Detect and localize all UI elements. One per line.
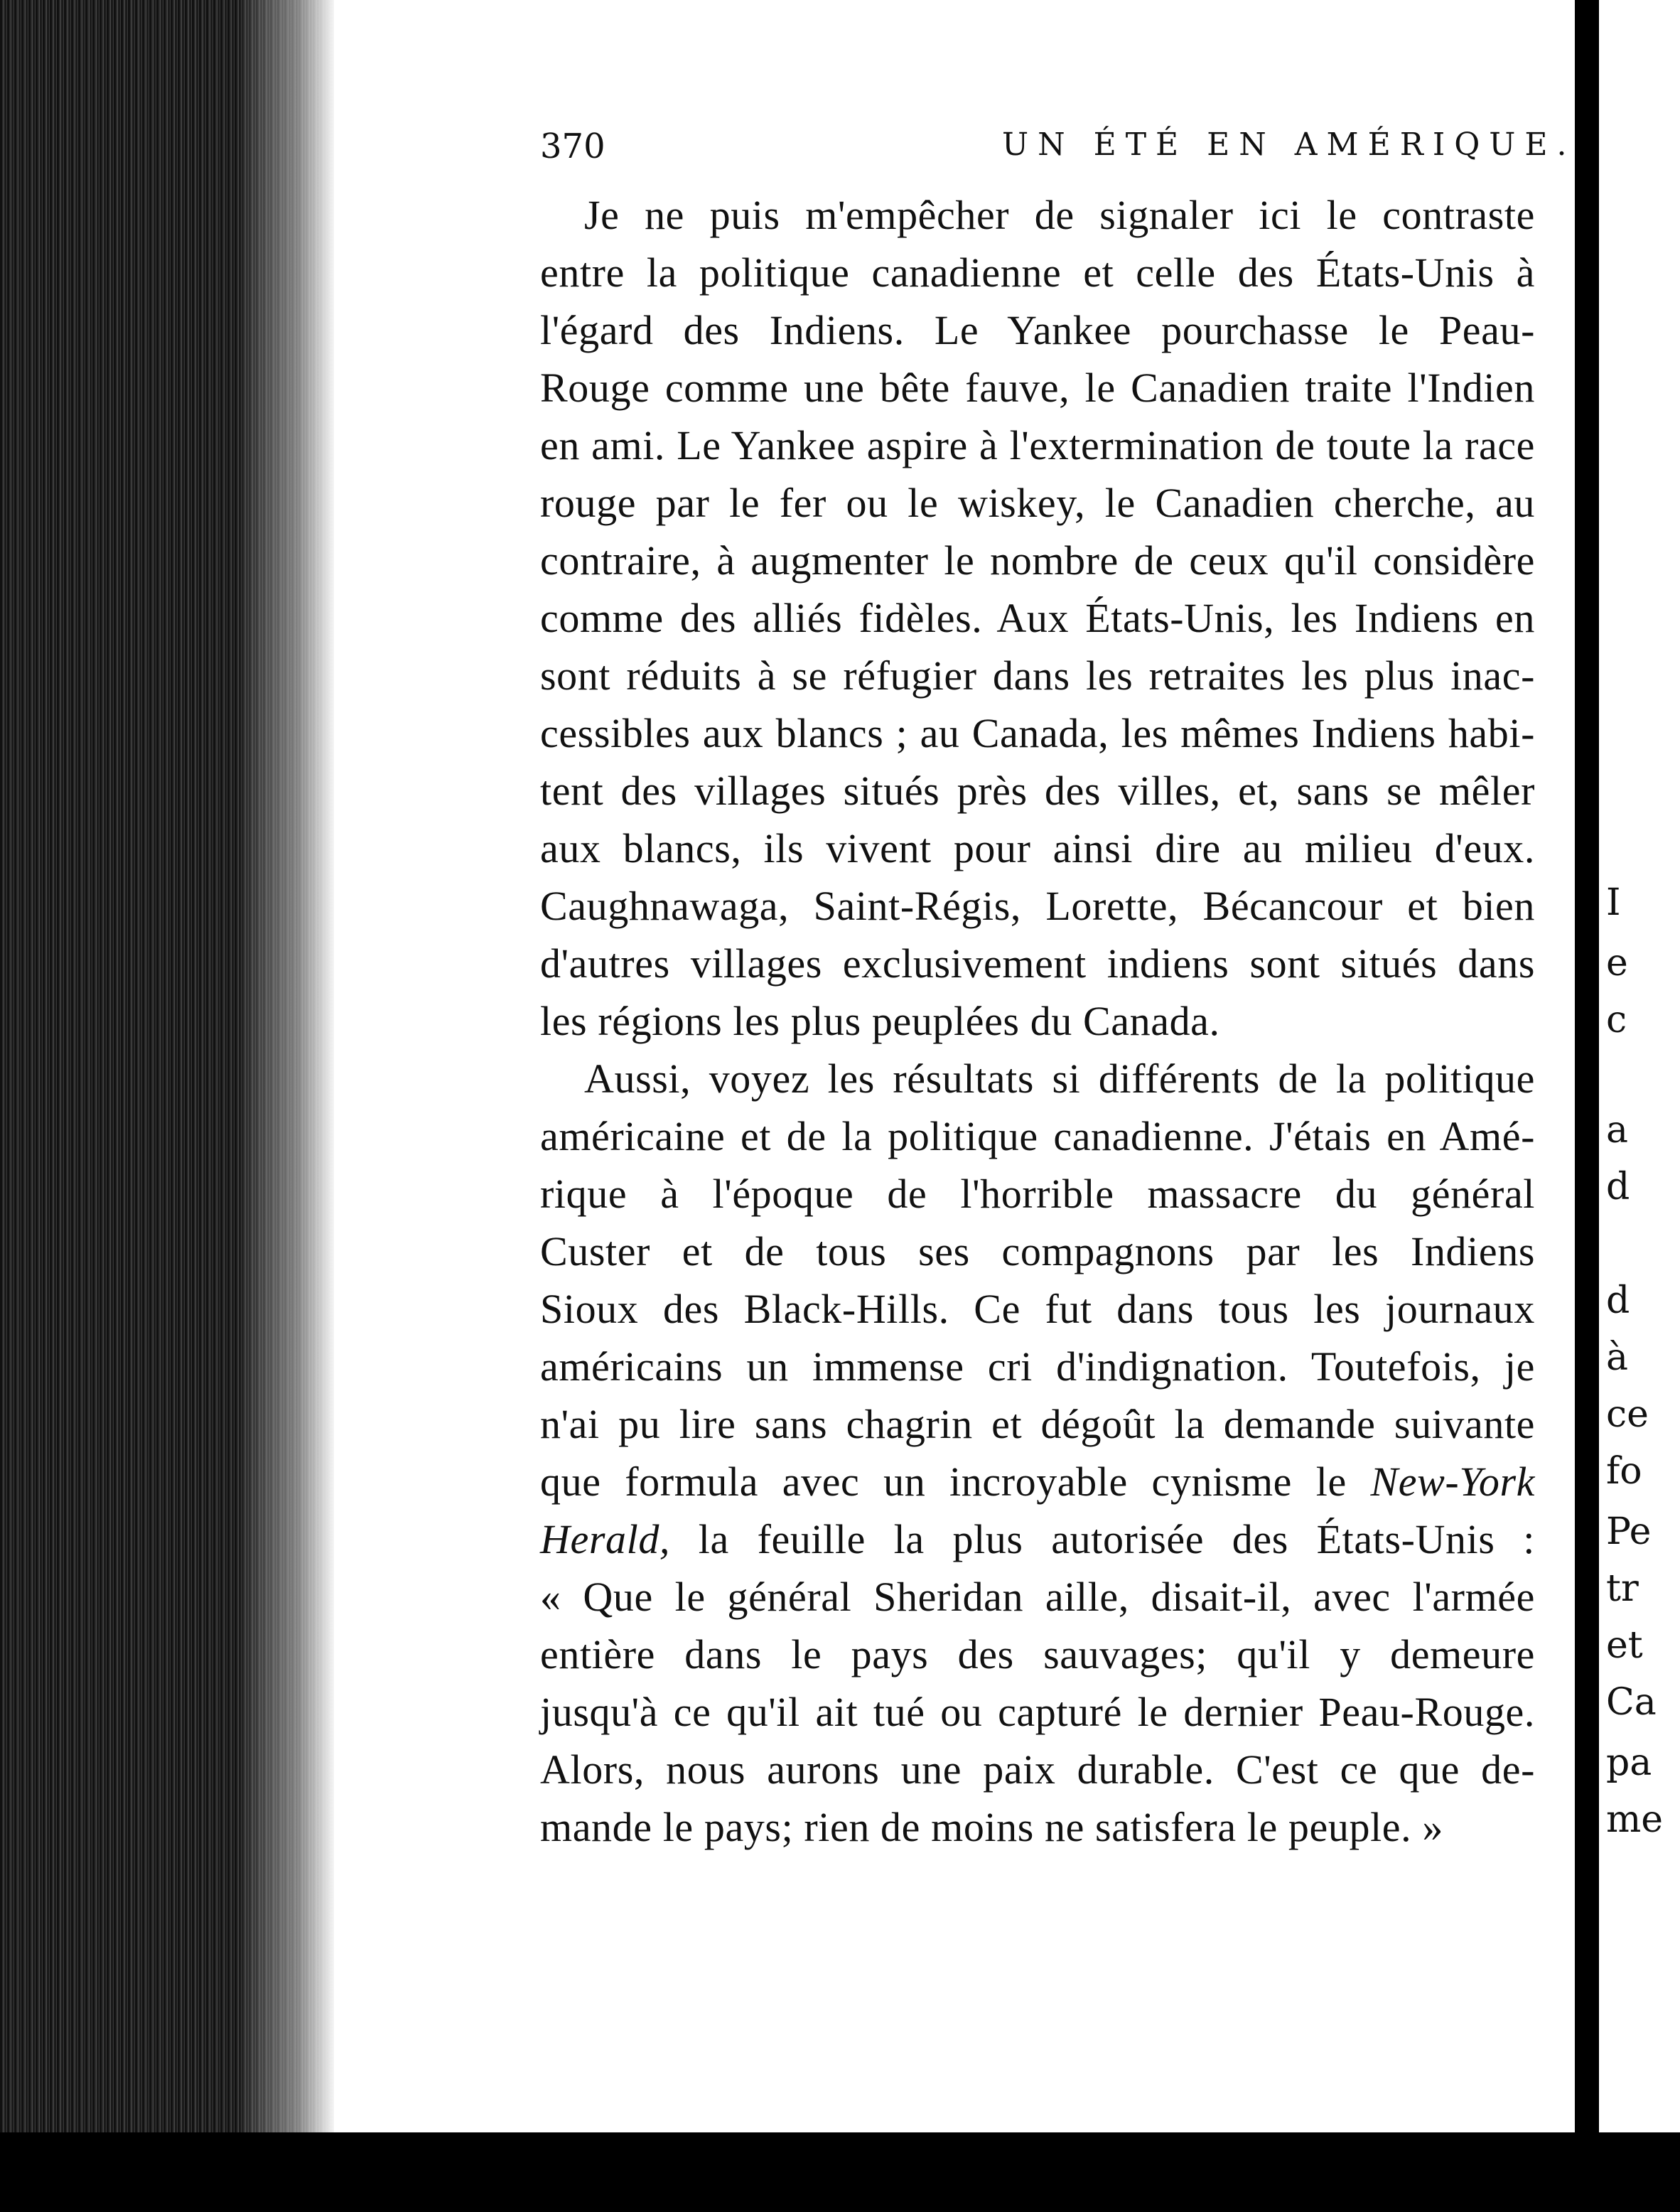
next-page-letter: Pe — [1606, 1510, 1652, 1553]
text-line: Alors, nous aurons une paix durable. C'est ce que de- — [540, 1746, 1535, 1793]
next-page-letter: et — [1606, 1624, 1643, 1667]
text-segment: la feuille la plus autorisée des États-Unis : — [698, 1516, 1535, 1562]
next-page-letter: à — [1606, 1336, 1629, 1379]
text-line: rouge par le fer ou le wiskey, le Canadien cherche, au — [540, 480, 1535, 526]
next-page-letter: Ca — [1606, 1681, 1657, 1724]
next-page-letter: a — [1606, 1109, 1629, 1151]
text-line-with-italic — [540, 1510, 1535, 1568]
text-line: mande le pays; rien de moins ne satisfera le peuple. » — [540, 1804, 1443, 1850]
text-line: aux blancs, ils vivent pour ainsi dire au milieu d'eux. — [540, 825, 1535, 871]
text-line-with-italic — [540, 1453, 1535, 1510]
next-page-letter: c — [1606, 999, 1627, 1041]
text-line: d'autres villages exclusivement indiens sont situés dans — [540, 940, 1535, 987]
text-line: Caughnawaga, Saint-Régis, Lorette, Bécancour et bien — [540, 883, 1535, 929]
paragraph-2 — [540, 1050, 1535, 1856]
text-line: les régions les plus peuplées du Canada. — [540, 998, 1220, 1044]
next-page-letter: tr — [1606, 1567, 1639, 1610]
text-line: l'égard des Indiens. Le Yankee pourchasse le Peau- — [540, 307, 1535, 353]
next-page-letter: pa — [1606, 1741, 1652, 1784]
next-page-letter: d — [1606, 1166, 1630, 1208]
next-page-letter: e — [1606, 942, 1628, 984]
text-line: entre la politique canadienne et celle des États-Unis à — [540, 249, 1535, 296]
scan-bottom-border — [0, 2132, 1680, 2212]
text-line: Custer et de tous ses compagnons par les Indiens — [540, 1228, 1535, 1274]
text-line: Sioux des Black-Hills. Ce fut dans tous les journaux — [540, 1286, 1535, 1332]
next-page-letter: ce — [1606, 1393, 1649, 1436]
next-page-letter: fo — [1606, 1450, 1642, 1493]
text-line: « Que le général Sheridan aille, disait-il, avec l'armée — [540, 1574, 1535, 1620]
text-line: tent des villages situés près des villes, et, sans se mêler — [540, 768, 1535, 814]
running-head — [540, 127, 1610, 176]
next-page-letter: me — [1606, 1798, 1664, 1841]
text-line: comme des alliés fidèles. Aux États-Unis, les Indiens en — [540, 595, 1535, 641]
text-line: américains un immense cri d'indignation. Toutefois, je — [540, 1343, 1535, 1390]
text-line: contraire, à augmenter le nombre de ceux qu'il considère — [540, 537, 1535, 584]
book-binding-edge — [0, 0, 334, 2212]
page-number: 370 — [540, 127, 605, 166]
text-line: entière dans le pays des sauvages; qu'il y demeure — [540, 1631, 1535, 1677]
text-line: américaine et de la politique canadienne. J'étais en Amé- — [540, 1113, 1535, 1159]
next-page-letter: I — [1606, 881, 1621, 924]
text-line: Aussi, voyez les résultats si différents de la politique — [584, 1056, 1535, 1102]
newspaper-title-italic: Herald, — [540, 1516, 671, 1562]
text-line: Rouge comme une bête fauve, le Canadien traite l'Indien — [540, 365, 1535, 411]
running-title: UN ÉTÉ EN AMÉRIQUE. — [1002, 127, 1576, 163]
text-line: cessibles aux blancs ; au Canada, les mêmes Indiens habi- — [540, 710, 1535, 756]
next-page-letter: d — [1606, 1279, 1630, 1322]
text-line: jusqu'à ce qu'il ait tué ou capturé le dernier Peau-Rouge. — [540, 1689, 1535, 1735]
newspaper-title-italic: New-York — [1370, 1459, 1535, 1505]
paragraph-1 — [540, 186, 1535, 1050]
text-line: en ami. Le Yankee aspire à l'extermination de toute la race — [540, 422, 1535, 468]
text-line: n'ai pu lire sans chagrin et dégoût la demande suivante — [540, 1401, 1535, 1447]
text-segment: que formula avec un incroyable cynisme le — [540, 1459, 1347, 1505]
page-gutter — [1575, 0, 1599, 2212]
text-line: sont réduits à se réfugier dans les retraites les plus inac- — [540, 653, 1535, 699]
body-text — [540, 186, 1535, 1856]
text-line: rique à l'époque de l'horrible massacre du général — [540, 1171, 1535, 1217]
book-page — [334, 0, 1575, 2132]
next-page-fragment — [1599, 0, 1680, 2132]
text-line: Je ne puis m'empêcher de signaler ici le contraste — [584, 192, 1535, 238]
